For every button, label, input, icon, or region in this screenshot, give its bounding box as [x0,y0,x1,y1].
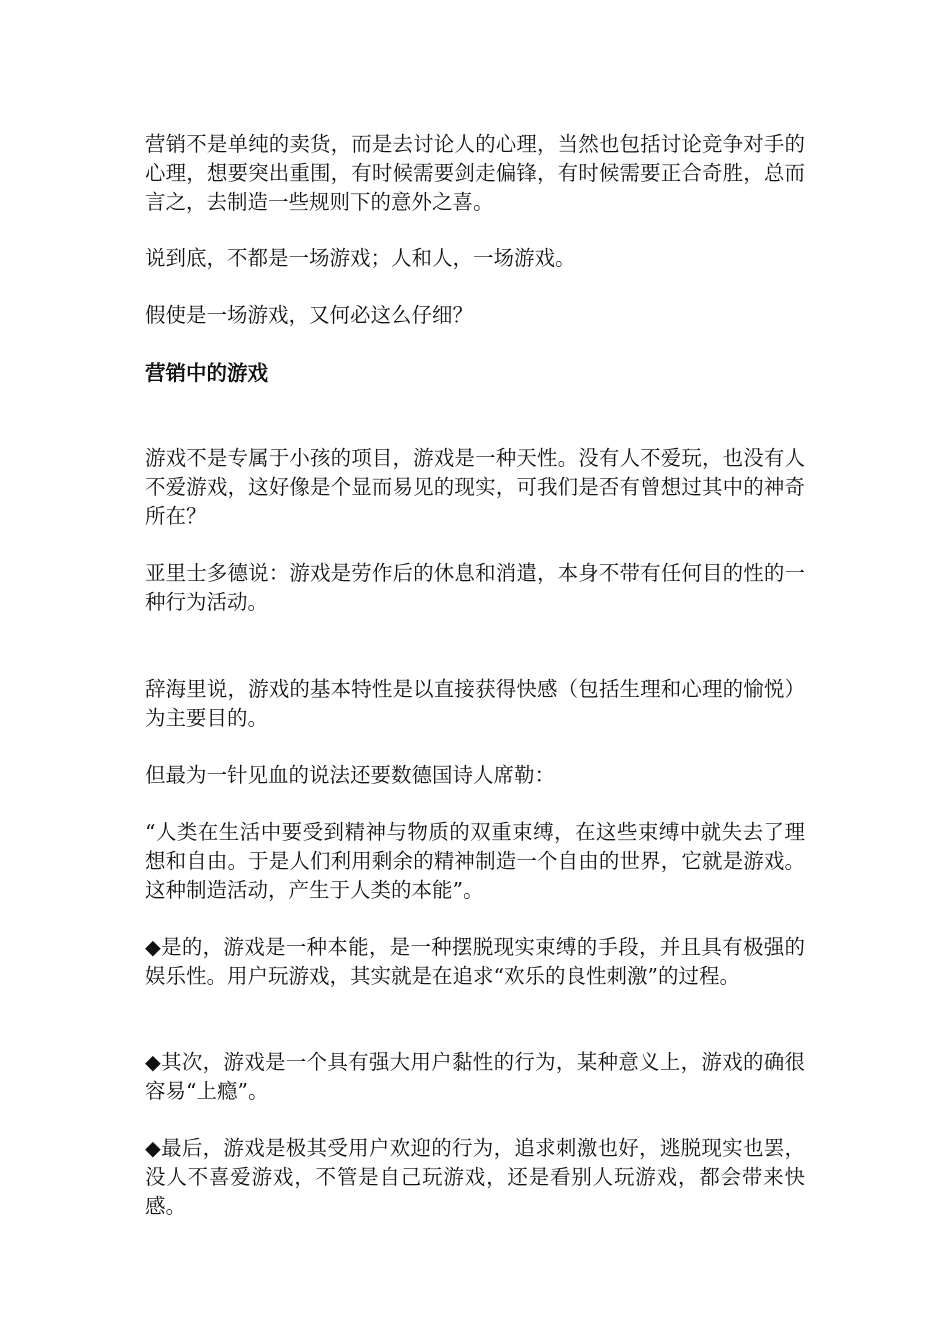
bullet-text: 是的，游戏是一种本能，是一种摆脱现实束缚的手段，并且具有极强的娱乐性。用户玩游戏，其实就是在追求“欢乐的良性刺激”的过程。 [145,935,806,988]
section-heading: 营销中的游戏 [145,361,268,385]
bullet-item-instinct [145,933,805,991]
paragraph-schiller-intro: 但最为一针见血的说法还要数德国诗人席勒： [145,763,555,787]
diamond-bullet-icon: ◆ [145,1050,162,1074]
bullet-text: 最后，游戏是极其受用户欢迎的行为，追求刺激也好，逃脱现实也罢，没人不喜爱游戏，不管是自己玩游戏，还是看别人玩游戏，都会带来快感。 [145,1136,806,1218]
bullet-item-popularity [145,1134,805,1221]
bullet-item-stickiness [145,1048,805,1106]
paragraph-schiller-quote: “人类在生活中要受到精神与物质的双重束缚，在这些束缚中就失去了理想和自由。于是人们利用剩余的精神制造一个自由的世界，它就是游戏。这种制造活动，产生于人类的本能”。 [145,820,805,902]
paragraph-game-summary: 说到底，不都是一场游戏；人和人，一场游戏。 [145,246,576,270]
bullet-text: 其次，游戏是一个具有强大用户黏性的行为，某种意义上，游戏的确很容易“上瘾”。 [145,1050,806,1103]
paragraph-cihai: 辞海里说，游戏的基本特性是以直接获得快感（包括生理和心理的愉悦）为主要目的。 [145,677,805,730]
paragraph-intro: 营销不是单纯的卖货，而是去讨论人的心理，当然也包括讨论竞争对手的心理，想要突出重围，有时候需要剑走偏锋，有时候需要正合奇胜，总而言之，去制造一些规则下的意外之喜。 [145,132,805,214]
diamond-bullet-icon: ◆ [145,1136,162,1160]
paragraph-question: 假使是一场游戏，又何必这么仔细？ [145,303,473,327]
paragraph-game-nature: 游戏不是专属于小孩的项目，游戏是一种天性。没有人不爱玩，也没有人不爱游戏，这好像是个显而易见的现实，可我们是否有曾想过其中的神奇所在？ [145,446,805,528]
paragraph-aristotle: 亚里士多德说：游戏是劳作后的休息和消遣，本身不带有任何目的性的一种行为活动。 [145,561,805,614]
diamond-bullet-icon: ◆ [145,935,162,959]
